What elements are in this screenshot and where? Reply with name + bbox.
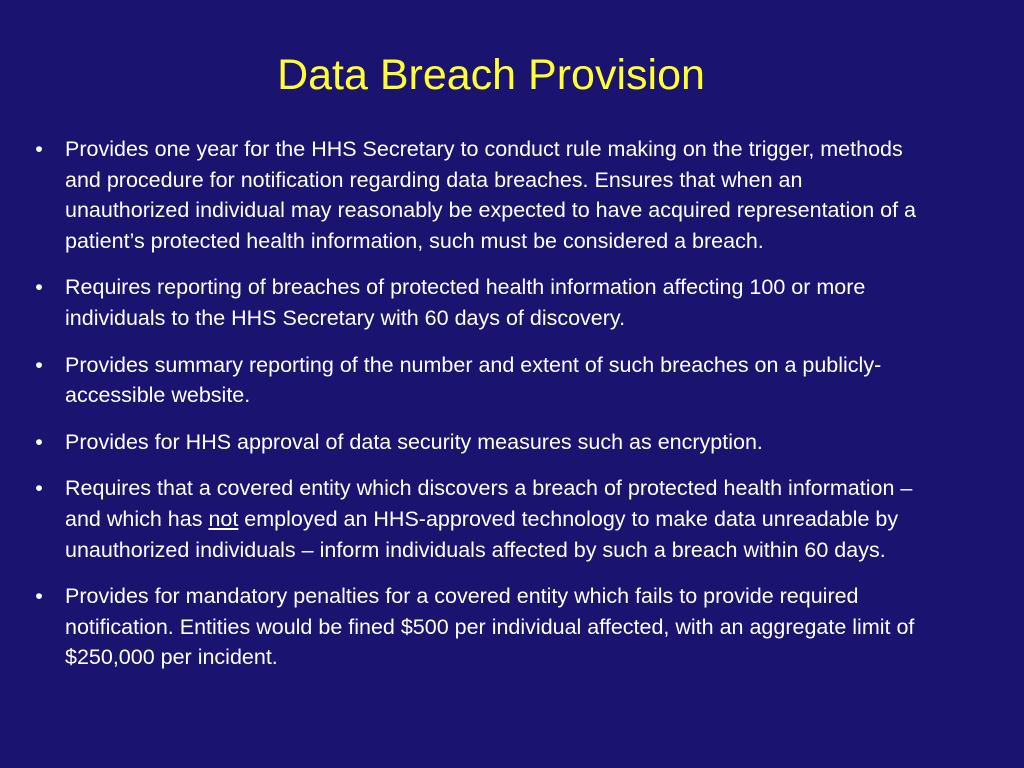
underlined-word: not xyxy=(208,506,239,531)
bullet-item xyxy=(32,581,932,673)
bullet-text-after: employed an HHS-approved technology to make data unreadable by unauthorized individuals – inform individuals affected by such a breach within 60 days. xyxy=(65,506,899,562)
bullet-item xyxy=(32,272,932,333)
bullet-text: Provides for HHS approval of data security measures such as encryption. xyxy=(65,429,763,454)
bullet-dot-icon: • xyxy=(35,429,43,454)
bullet-text: Provides summary reporting of the number and extent of such breaches on a publicly-accessible website. xyxy=(65,352,882,408)
bullet-text: Provides for mandatory penalties for a covered entity which fails to provide required notification. Entities would be fined $500 per individual affected, with an aggregate limit of $250,000 per incident. xyxy=(65,584,915,670)
bullet-item xyxy=(32,473,932,565)
bullet-item xyxy=(32,350,932,411)
slide-title: Data Breach Provision xyxy=(277,51,705,99)
bullet-dot-icon: • xyxy=(35,137,43,161)
bullet-item xyxy=(32,427,932,458)
bullet-dot-icon: • xyxy=(35,275,43,300)
bullet-list xyxy=(32,134,932,689)
bullet-text xyxy=(65,476,912,561)
bullet-item xyxy=(32,134,932,256)
bullet-dot-icon: • xyxy=(35,476,43,501)
bullet-text: Provides one year for the HHS Secretary to conduct rule making on the trigger, methods and procedure for notification regarding data breaches. Ensures that when an unauthorized individual may reasonably be expected to have acquired representation of a patient’s protected health information, such must be considered a breach. xyxy=(65,137,917,253)
bullet-dot-icon: • xyxy=(35,352,43,377)
bullet-dot-icon: • xyxy=(35,584,43,609)
bullet-text: Requires reporting of breaches of protected health information affecting 100 or more individuals to the HHS Secretary with 60 days of discovery. xyxy=(65,275,866,330)
bullet-text-before: Requires that a covered entity which discovers a breach of protected health information – and which has xyxy=(65,476,913,531)
